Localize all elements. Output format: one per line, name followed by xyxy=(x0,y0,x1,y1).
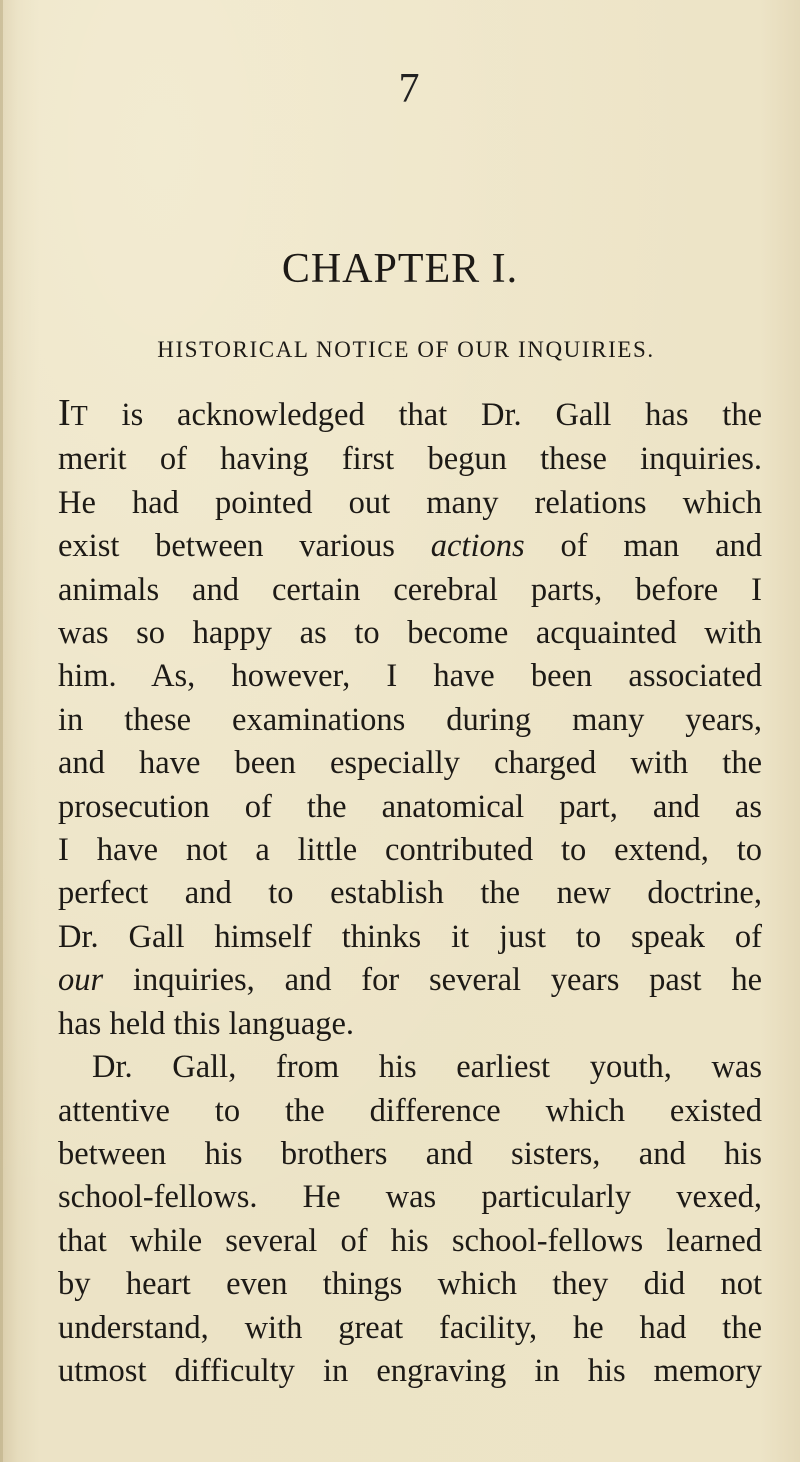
binding-gutter xyxy=(0,0,3,1462)
text-line: school-fellows. He was particularly vexed, xyxy=(58,1179,762,1216)
text-line: that while several of his school-fellows learned xyxy=(58,1222,762,1259)
text-line: understand, with great facility, he had the xyxy=(58,1309,762,1346)
text-line xyxy=(58,392,762,438)
text-line: Dr. Gall himself thinks it just to speak of xyxy=(58,918,762,955)
text-fragment: of man and xyxy=(524,528,762,565)
text-line: perfect and to establish the new doctrine, xyxy=(58,875,762,912)
italic-word: actions xyxy=(430,528,525,565)
text-line: utmost difficulty in engraving in his memory xyxy=(58,1352,762,1389)
text-line: Dr. Gall, from his earliest youth, was xyxy=(92,1049,762,1086)
text-line: attentive to the difference which existed xyxy=(58,1092,762,1129)
body-text xyxy=(58,392,762,1393)
text-line: merit of having first begun these inquiries. xyxy=(58,441,762,478)
page-number: 7 xyxy=(398,66,420,112)
text-line xyxy=(58,959,762,1002)
text-line: prosecution of the anatomical part, and as xyxy=(58,788,762,825)
text-fragment: exist between various xyxy=(58,528,431,565)
text-line: between his brothers and sisters, and his xyxy=(58,1135,762,1172)
text-line: I have not a little contributed to extend, to xyxy=(58,832,762,869)
text-line: and have been especially charged with the xyxy=(58,745,762,782)
text-line: He had pointed out many relations which xyxy=(58,484,762,521)
section-heading: HISTORICAL NOTICE OF OUR INQUIRIES. xyxy=(157,337,655,362)
chapter-title: CHAPTER I. xyxy=(281,246,519,292)
small-caps: T xyxy=(70,401,88,432)
text-line: has held this language. xyxy=(58,1005,355,1042)
drop-initial: I xyxy=(58,392,71,434)
text-line: him. As, however, I have been associated xyxy=(58,658,762,695)
text-line: was so happy as to become acquainted with xyxy=(58,615,762,652)
text-line: animals and certain cerebral parts, before I xyxy=(58,571,762,608)
italic-word: our xyxy=(58,962,104,999)
text-line xyxy=(58,525,762,568)
text-fragment: inquiries, and for several years past he xyxy=(103,962,762,999)
text-line: by heart even things which they did not xyxy=(58,1266,762,1303)
text-line: in these examinations during many years, xyxy=(58,701,762,738)
text-fragment: is acknowledged that Dr. Gall has the xyxy=(87,397,762,433)
